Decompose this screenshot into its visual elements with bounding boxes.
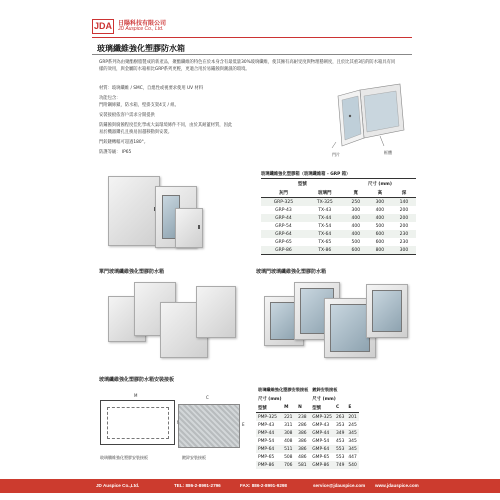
table-cell: TX-54 [318,223,332,229]
dim-label-e: E [242,422,245,427]
spec-hinge: 門鉸鏈轉幅可超過180°。 [99,140,149,145]
table-cell: 540 [348,462,357,468]
table-cell: 308 [282,429,296,437]
table-cell: GRP-43 [275,207,292,213]
diagram-label-door: 門片 [332,152,340,157]
table-cell: 453 [335,438,345,444]
table-cell: 511 [282,445,296,453]
table-cell: 200 [399,215,409,221]
title-divider [92,54,412,55]
glass-door-photo [258,278,413,363]
table-cell: 286 [298,422,307,428]
table-row [256,461,359,469]
table-cell: 386 [298,438,307,444]
table-cell: 221 [282,413,296,422]
grp-size-table [261,171,416,255]
table-cell: 749 [335,462,345,468]
table-cell: 553 [335,446,345,452]
table-cell: GMP-64 [310,445,334,453]
intro-paragraph: GRP系列為由聚酯樹脂製成的新產品，聚酯纖維的特色在於本身含有最低量30%玻璃纖維，使其擁有高耐受度與物理穩韌度，且於比其重3倍的防水箱具有同樣的效用，與金屬防水箱相比GRP系列更輕，更適合用於易鏽蝕與潮濕的環境。 [99,60,396,72]
spec-features: 門附鋼條鎖，防水箱，壁掛支架4支 / 組。 [99,103,179,108]
table-cell: 250 [351,199,361,205]
col-header: 寬 [344,188,368,198]
table-cell: 408 [284,438,293,444]
spec-features-title: 功能包含： [99,96,121,101]
diagram-label-frame: 框體 [384,150,392,155]
table-row [261,206,416,214]
table-cell: 311 [284,422,293,428]
table-cell: TX-64 [318,231,332,237]
col-header: N [296,403,310,413]
footer-bar [0,479,500,493]
mounting-plate-drawing [100,400,175,445]
size-group-header: 尺寸 (mm) [344,179,416,189]
table-cell: 581 [296,461,310,469]
table-row [261,222,416,230]
table-cell: 400 [351,223,361,229]
dim-label-m: M [134,393,138,398]
company-logo: JDA [92,19,114,34]
table-cell: TX-86 [306,246,344,255]
table-cell: 201 [348,414,357,420]
table-cell: 386 [296,429,310,437]
table-cell: PMP-44 [256,429,282,437]
table-cell: GMP-86 [310,461,334,469]
table-cell: 200 [399,207,409,213]
table-cell: 600 [344,246,368,255]
table-cell: GRP-65 [275,239,292,245]
caption-grp-plate: 玻璃纖維強化塑膠安裝接板 [100,455,148,460]
table-cell: GMP-43 [312,422,330,428]
table-row [256,445,359,453]
footer-web-link[interactable]: www.jdauspice.com [375,483,419,488]
header-divider [92,37,412,38]
spec-drilling: 易於機器鑽孔且換易固越移動與安裝。 [99,130,173,135]
table-cell: GRP-86 [261,246,306,255]
product-photo-grp [100,170,250,265]
table-cell: 800 [368,246,392,255]
table-cell: GRP-54 [275,223,292,229]
table-row [261,198,416,207]
spec-plate: 安裝接板依客戶需求分開提供 [99,113,155,118]
table-cell: 230 [399,231,409,237]
table-cell: 500 [351,239,361,245]
table-cell: 345 [348,430,357,436]
table-cell: TX-44 [318,215,332,221]
table-cell: TX-43 [318,207,332,213]
section-title-mounting-plate: 玻璃纖維強化塑膠防水箱安裝接板 [99,377,175,383]
table-cell: GRP-64 [275,231,292,237]
col-header: 玻璃門 [306,188,344,198]
spec-corrosion: 防鏽蝕與腐蝕程度佳化學或大氣環境條件不同，由於其耐蓋材質，因此 [99,123,233,128]
table-cell: TX-325 [316,199,333,205]
table-cell: 230 [399,239,409,245]
table-cell: 263 [335,414,345,420]
table-cell: 400 [351,231,361,237]
table-cell: 353 [335,422,345,428]
table-cell: TX-65 [318,239,332,245]
table-cell: PMP-65 [258,454,275,460]
table-cell: 500 [375,223,385,229]
company-name-en: JD Auspice Co., Ltd. [118,26,164,32]
col-header: 高 [368,188,392,198]
table-cell: PMP-43 [258,422,275,428]
plate-right-size: 尺寸 (mm) [312,396,336,402]
single-door-photo [100,278,245,363]
table-cell: 600 [375,239,385,245]
table-cell: 508 [284,454,293,460]
spec-material: 材質：玻璃纖維 / SMC，自熄性或視要求使用 UV 材料 [99,86,204,91]
table-row [261,238,416,246]
exploded-diagram [330,82,410,154]
dim-label-c: C [206,395,209,400]
footer-fax: FAX: 886-2-8991-9298 [240,483,287,488]
col-header: 灰門 [261,188,306,198]
table-cell: 200 [399,223,409,229]
table-cell: GMP-44 [310,429,334,437]
table-row [256,413,359,422]
page-title: 玻璃纖維強化塑膠防水箱 [97,44,185,53]
table-cell: 349 [335,430,345,436]
table-cell: 140 [399,199,409,205]
footer-company: JD Auspice Co.,Ltd. [96,483,140,488]
table-cell: 300 [392,246,416,255]
table-cell: GMP-325 [312,414,332,420]
table-row [256,421,359,429]
table-cell: 553 [335,454,345,460]
galvanized-plate-photo [178,404,240,448]
table-cell: PMP-325 [256,413,282,422]
table-cell: 400 [351,215,361,221]
section-title-single-door: 單門玻璃纖維強化塑膠防水箱 [99,269,165,275]
table-cell: 345 [348,446,357,452]
table-cell: PMP-86 [256,461,282,469]
table-row [261,246,416,255]
company-name-cn: 日陽科技有限公司 [118,20,167,27]
table-row [261,214,416,222]
col-header: C [334,403,346,413]
table-cell: 386 [296,445,310,453]
table-cell: 245 [348,422,357,428]
table-cell: PMP-64 [256,445,282,453]
table-cell: 400 [375,215,385,221]
caption-galvanized-plate: 鍍鋅安裝接板 [182,455,206,460]
table-cell: GRP-44 [275,215,292,221]
footer-email-link[interactable]: service@jdauspice.com [313,483,366,488]
col-header: E [346,403,358,413]
table-row [256,453,359,461]
table-cell: 400 [375,207,385,213]
col-header: 型號 [256,403,282,413]
table-cell: 300 [351,207,361,213]
col-header: M [282,403,296,413]
table-cell: 345 [348,438,357,444]
table-cell: GMP-54 [312,438,330,444]
plate-left-caption: 玻璃纖維強化塑膠安裝接板 [258,386,309,392]
mounting-plate-table [256,385,359,469]
table-cell: 447 [348,454,357,460]
section-title-glass-door: 玻璃門玻璃纖維強化塑膠防水箱 [256,269,327,275]
plate-left-size: 尺寸 (mm) [258,396,282,402]
table-cell: 486 [298,454,307,460]
table-cell: 238 [296,413,310,422]
model-group-header: 型號 [261,179,344,189]
footer-tel: TEL: 886-2-8991-2796 [174,483,221,488]
col-header: 深 [392,188,416,198]
table-cell: PMP-54 [258,438,275,444]
table-cell: 300 [375,199,385,205]
table-row [256,437,359,445]
table-row [261,230,416,238]
table-row [256,429,359,437]
table-cell: 600 [375,231,385,237]
table-cell: GRP-325 [273,199,294,205]
plate-right-caption: 鍍鋅安裝接板 [312,386,338,392]
table-cell: 706 [282,461,296,469]
col-header: 型號 [310,403,334,413]
spec-ip-rating: 防護等級： IP65 [99,150,132,155]
grp-table-caption: 玻璃纖維強化塑膠箱（玻璃纖維箱 - GRP 箱） [261,172,351,177]
table-cell: GMP-65 [312,454,330,460]
